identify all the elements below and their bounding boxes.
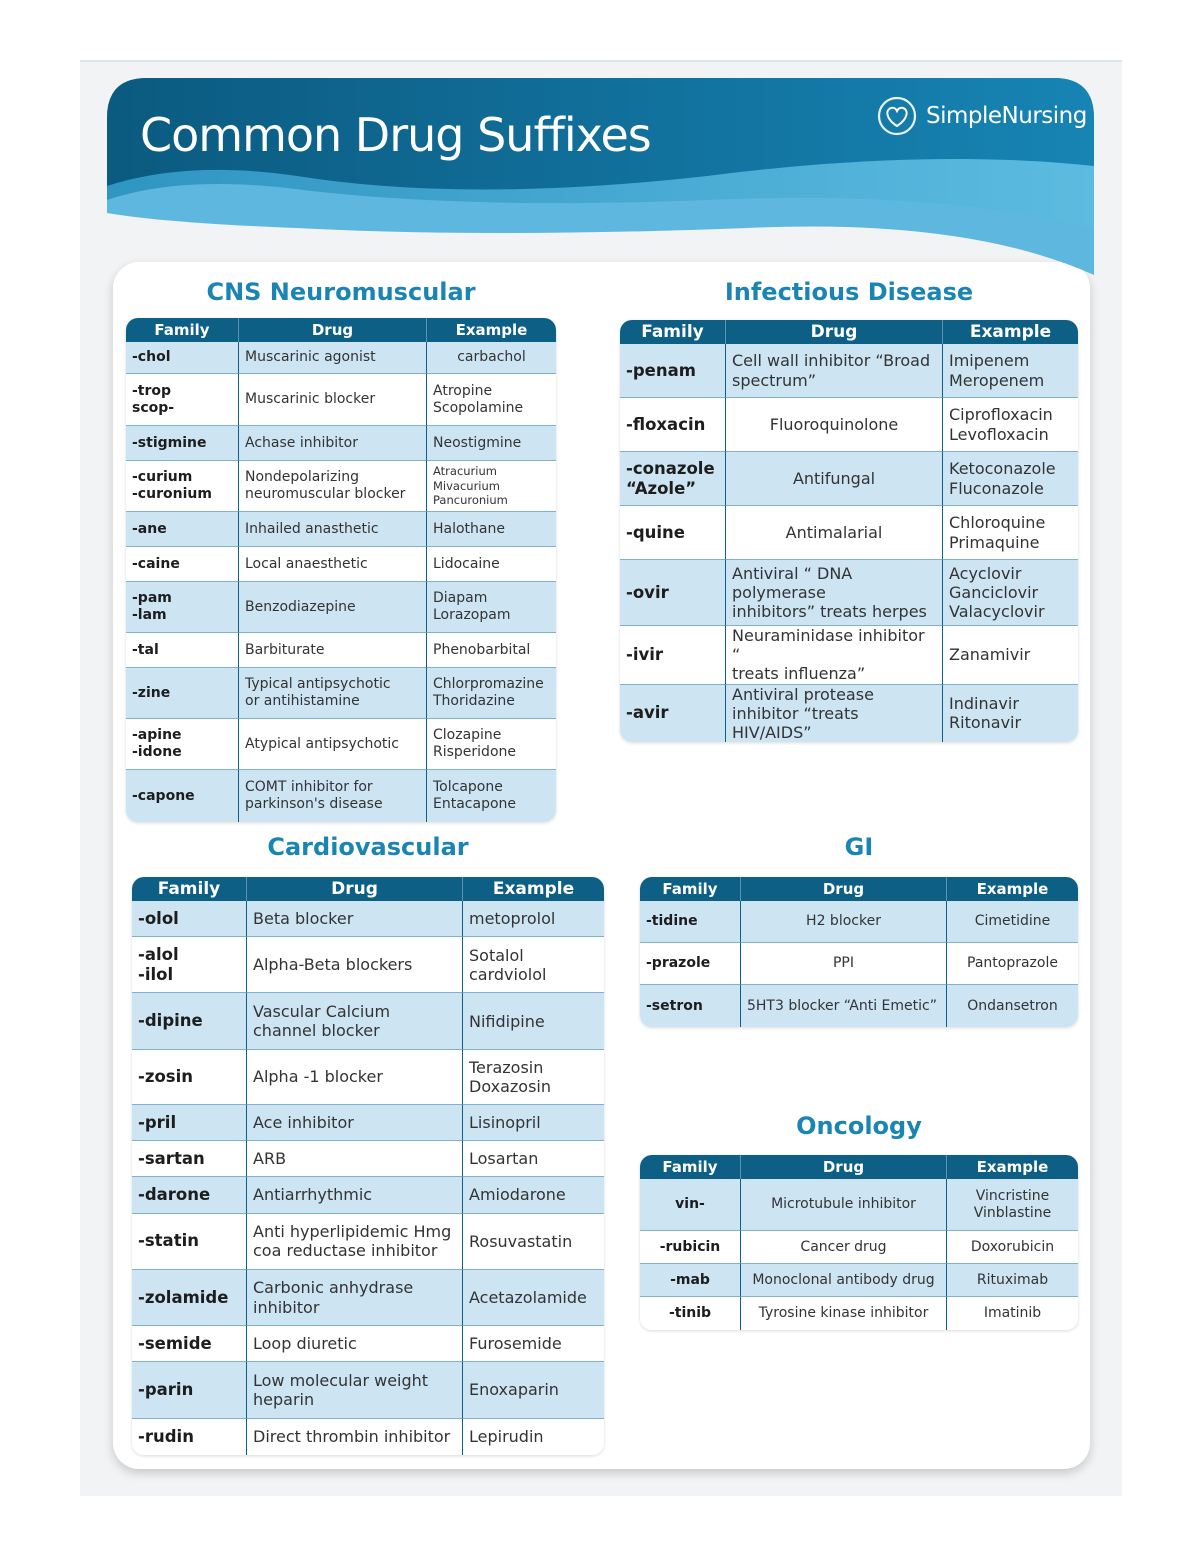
example-cell: Ciprofloxacin Levofloxacin [942, 398, 1078, 452]
example-cell: metoprolol [462, 901, 604, 937]
family-cell: -zine [126, 668, 238, 719]
family-cell: -caine [126, 547, 238, 582]
family-cell: -chol [126, 342, 238, 374]
drug-cell: Neuraminidase inhibitor “ treats influenza” [725, 626, 942, 685]
cns-table-wrap [126, 318, 556, 822]
family-cell: -ivir [620, 626, 725, 685]
table-row [640, 1179, 1078, 1231]
family-cell: -quine [620, 506, 725, 560]
drug-cell: Nondepolarizing neuromuscular blocker [238, 461, 426, 512]
table-row [126, 719, 556, 770]
drug-cell: Cell wall inhibitor “Broad spectrum” [725, 344, 942, 398]
example-cell: Chloroquine Primaquine [942, 506, 1078, 560]
drug-cell: COMT inhibitor for parkinson's disease [238, 770, 426, 822]
drug-cell: Local anaesthetic [238, 547, 426, 582]
table-row [126, 426, 556, 461]
infectious-table [620, 320, 1078, 742]
example-cell: Vincristine Vinblastine [946, 1179, 1078, 1231]
example-cell: Furosemide [462, 1326, 604, 1362]
column-header-example: Example [942, 320, 1078, 344]
cns-section-title: CNS Neuromuscular [206, 278, 476, 306]
example-cell: carbachol [426, 342, 556, 374]
oncology-table [640, 1155, 1078, 1330]
infectious-section-title: Infectious Disease [724, 278, 974, 306]
column-header-drug: Drug [246, 877, 462, 901]
family-cell: -pril [132, 1105, 246, 1141]
table-row [640, 901, 1078, 943]
brand [876, 94, 1087, 138]
family-cell: -penam [620, 344, 725, 398]
example-cell: Phenobarbital [426, 633, 556, 668]
family-cell: -olol [132, 901, 246, 937]
column-header-family: Family [126, 318, 238, 342]
example-cell: Diapam Lorazopam [426, 582, 556, 633]
table-row [132, 1270, 604, 1326]
column-header-family: Family [640, 877, 740, 901]
family-cell: -conazole “Azole” [620, 452, 725, 506]
table-row [620, 344, 1078, 398]
drug-cell: Antiarrhythmic [246, 1177, 462, 1213]
drug-cell: Tyrosine kinase inhibitor [740, 1297, 946, 1330]
infectious-table-wrap [620, 320, 1078, 742]
table-row [620, 452, 1078, 506]
table-header [126, 318, 556, 342]
drug-cell: Monoclonal antibody drug [740, 1264, 946, 1297]
drug-cell: Muscarinic blocker [238, 374, 426, 426]
drug-cell: Loop diuretic [246, 1326, 462, 1362]
drug-cell: Barbiturate [238, 633, 426, 668]
example-cell: Amiodarone [462, 1177, 604, 1213]
column-header-drug: Drug [740, 1155, 946, 1179]
table-header [640, 877, 1078, 901]
example-cell: Rosuvastatin [462, 1214, 604, 1270]
example-cell: Ondansetron [946, 985, 1078, 1027]
drug-cell: Alpha -1 blocker [246, 1050, 462, 1105]
example-cell: Neostigmine [426, 426, 556, 461]
table-header [132, 877, 604, 901]
family-cell: -tal [126, 633, 238, 668]
table-row [132, 1105, 604, 1141]
drug-cell: Fluoroquinolone [725, 398, 942, 452]
family-cell: -darone [132, 1177, 246, 1213]
table-row [126, 633, 556, 668]
family-cell: -rubicin [640, 1231, 740, 1264]
example-cell: Lepirudin [462, 1419, 604, 1455]
table-header [620, 320, 1078, 344]
drug-cell: Muscarinic agonist [238, 342, 426, 374]
table-row [640, 943, 1078, 985]
table-row [126, 668, 556, 719]
table-row [132, 1050, 604, 1105]
column-header-drug: Drug [725, 320, 942, 344]
example-cell: Halothane [426, 512, 556, 547]
cardio-section-title: Cardiovascular [267, 833, 469, 861]
table-row [126, 374, 556, 426]
table-row [620, 685, 1078, 743]
example-cell: Acyclovir Ganciclovir Valacyclovir [942, 560, 1078, 626]
table-row [132, 993, 604, 1049]
column-header-drug: Drug [238, 318, 426, 342]
example-cell: Cimetidine [946, 901, 1078, 943]
example-cell: Terazosin Doxazosin [462, 1050, 604, 1105]
example-cell: Zanamivir [942, 626, 1078, 685]
family-cell: -stigmine [126, 426, 238, 461]
example-cell: Nifidipine [462, 993, 604, 1049]
family-cell: -semide [132, 1326, 246, 1362]
table-row [620, 398, 1078, 452]
family-cell: -ovir [620, 560, 725, 626]
drug-cell: ARB [246, 1141, 462, 1177]
table-row [620, 560, 1078, 626]
table-row [126, 512, 556, 547]
column-header-drug: Drug [740, 877, 946, 901]
drug-cell: Carbonic anhydrase inhibitor [246, 1270, 462, 1326]
example-cell: Doxorubicin [946, 1231, 1078, 1264]
table-row [640, 1231, 1078, 1264]
column-header-example: Example [462, 877, 604, 901]
family-cell: -prazole [640, 943, 740, 985]
example-cell: Atropine Scopolamine [426, 374, 556, 426]
example-cell: Rituximab [946, 1264, 1078, 1297]
drug-cell: Typical antipsychotic or antihistamine [238, 668, 426, 719]
drug-cell: Microtubule inhibitor [740, 1179, 946, 1231]
table-row [126, 342, 556, 374]
drug-cell: Inhailed anasthetic [238, 512, 426, 547]
family-cell: -setron [640, 985, 740, 1027]
drug-cell: Antifungal [725, 452, 942, 506]
drug-cell: 5HT3 blocker “Anti Emetic” [740, 985, 946, 1027]
table-header [640, 1155, 1078, 1179]
family-cell: -rudin [132, 1419, 246, 1455]
example-cell: Enoxaparin [462, 1362, 604, 1418]
example-cell: Clozapine Risperidone [426, 719, 556, 770]
column-header-family: Family [132, 877, 246, 901]
family-cell: -apine -idone [126, 719, 238, 770]
family-cell: -capone [126, 770, 238, 822]
column-header-example: Example [426, 318, 556, 342]
family-cell: -ane [126, 512, 238, 547]
table-row [132, 1419, 604, 1455]
table-row [132, 1214, 604, 1270]
oncology-section-title: Oncology [796, 1112, 922, 1140]
example-cell: Chlorpromazine Thoridazine [426, 668, 556, 719]
table-row [132, 1326, 604, 1362]
column-header-example: Example [946, 1155, 1078, 1179]
table-row [126, 547, 556, 582]
family-cell: -dipine [132, 993, 246, 1049]
drug-cell: Ace inhibitor [246, 1105, 462, 1141]
gi-table-wrap [640, 877, 1078, 1027]
family-cell: -trop scop- [126, 374, 238, 426]
drug-cell: Direct thrombin inhibitor [246, 1419, 462, 1455]
example-cell: Sotalol cardviolol [462, 937, 604, 993]
family-cell: -avir [620, 685, 725, 743]
table-row [132, 937, 604, 993]
example-cell: Indinavir Ritonavir [942, 685, 1078, 743]
heart-logo-icon [876, 95, 918, 137]
family-cell: -sartan [132, 1141, 246, 1177]
column-header-family: Family [620, 320, 725, 344]
table-row [126, 582, 556, 633]
column-header-family: Family [640, 1155, 740, 1179]
family-cell: -parin [132, 1362, 246, 1418]
table-row [126, 770, 556, 822]
drug-cell: Benzodiazepine [238, 582, 426, 633]
family-cell: -zosin [132, 1050, 246, 1105]
table-row [132, 901, 604, 937]
column-header-example: Example [946, 877, 1078, 901]
example-cell: Pantoprazole [946, 943, 1078, 985]
example-cell: Tolcapone Entacapone [426, 770, 556, 822]
family-cell: -tidine [640, 901, 740, 943]
oncology-table-wrap [640, 1155, 1078, 1330]
drug-cell: Atypical antipsychotic [238, 719, 426, 770]
example-cell: Losartan [462, 1141, 604, 1177]
example-cell: Lisinopril [462, 1105, 604, 1141]
family-cell: -mab [640, 1264, 740, 1297]
drug-cell: Achase inhibitor [238, 426, 426, 461]
drug-cell: H2 blocker [740, 901, 946, 943]
drug-cell: Antimalarial [725, 506, 942, 560]
family-cell: -pam -lam [126, 582, 238, 633]
table-row [620, 506, 1078, 560]
table-row [132, 1362, 604, 1418]
drug-cell: Anti hyperlipidemic Hmg coa reductase inhibitor [246, 1214, 462, 1270]
family-cell: -curium -curonium [126, 461, 238, 512]
table-row [132, 1141, 604, 1177]
table-row [132, 1177, 604, 1213]
gi-section-title: GI [844, 833, 874, 861]
table-row [620, 626, 1078, 685]
example-cell: Atracurium Mivacurium Pancuronium [426, 461, 556, 512]
cns-table [126, 318, 556, 822]
drug-cell: Alpha-Beta blockers [246, 937, 462, 993]
brand-name: SimpleNursing [926, 103, 1087, 129]
family-cell: -floxacin [620, 398, 725, 452]
drug-cell: PPI [740, 943, 946, 985]
example-cell: Imipenem Meropenem [942, 344, 1078, 398]
table-row [126, 461, 556, 512]
drug-cell: Antiviral “ DNA polymerase inhibitors” treats herpes [725, 560, 942, 626]
drug-cell: Vascular Calcium channel blocker [246, 993, 462, 1049]
family-cell: -statin [132, 1214, 246, 1270]
gi-table [640, 877, 1078, 1027]
family-cell: -tinib [640, 1297, 740, 1330]
cardio-table-wrap [132, 877, 604, 1455]
family-cell: -zolamide [132, 1270, 246, 1326]
family-cell: vin- [640, 1179, 740, 1231]
table-row [640, 1264, 1078, 1297]
drug-cell: Low molecular weight heparin [246, 1362, 462, 1418]
example-cell: Imatinib [946, 1297, 1078, 1330]
table-row [640, 985, 1078, 1027]
drug-cell: Beta blocker [246, 901, 462, 937]
page-title: Common Drug Suffixes [140, 108, 651, 162]
example-cell: Ketoconazole Fluconazole [942, 452, 1078, 506]
drug-cell: Antiviral protease inhibitor “treats HIV/AIDS” [725, 685, 942, 743]
drug-cell: Cancer drug [740, 1231, 946, 1264]
cardio-table [132, 877, 604, 1455]
family-cell: -alol -ilol [132, 937, 246, 993]
example-cell: Acetazolamide [462, 1270, 604, 1326]
example-cell: Lidocaine [426, 547, 556, 582]
table-row [640, 1297, 1078, 1330]
